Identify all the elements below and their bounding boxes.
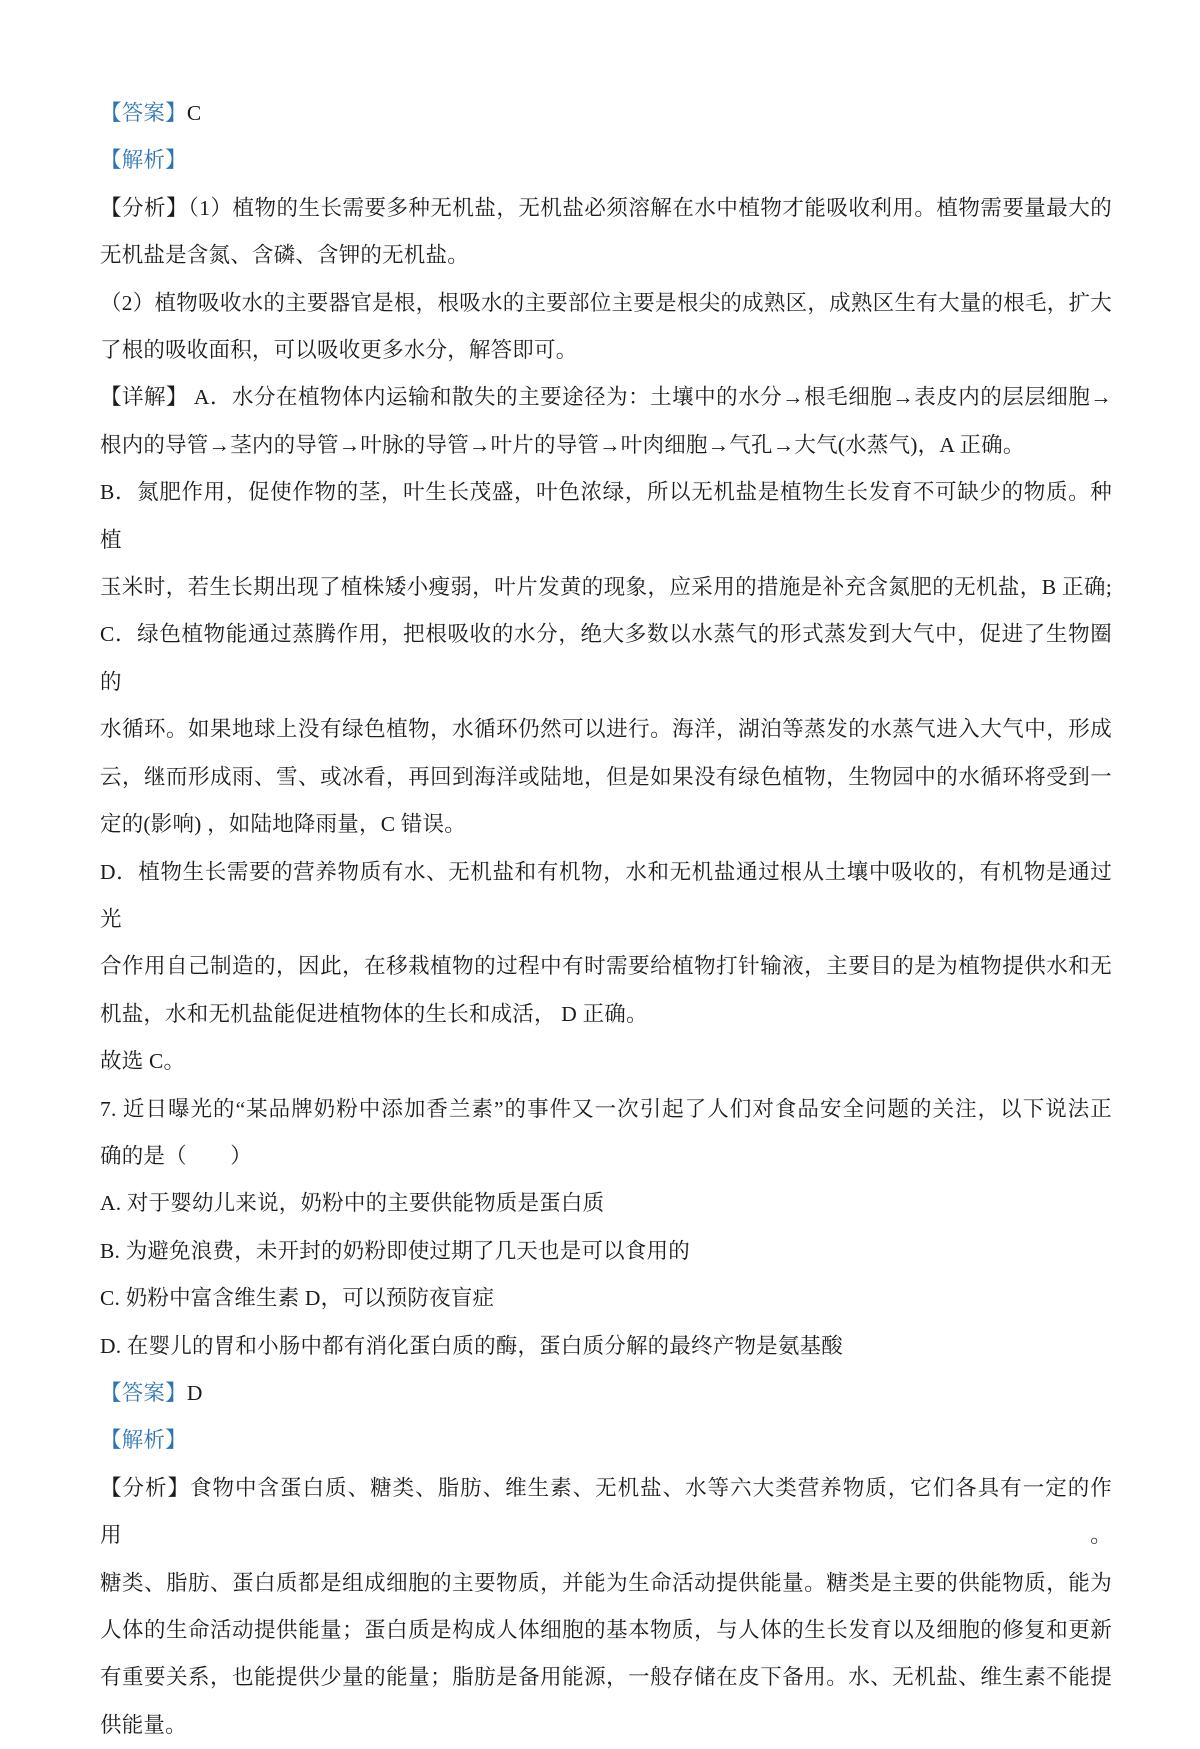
text-line <box>100 232 1112 279</box>
line-text: 合作用自己制造的，因此，在移栽植物的过程中有时需要给植物打针输液，主要目的是为植物提供水和无 <box>100 954 1112 979</box>
text-line <box>100 1038 1112 1085</box>
text-line <box>100 754 1112 801</box>
text-line <box>100 1560 1112 1607</box>
text-line <box>100 469 1112 564</box>
text-line <box>100 1465 1112 1560</box>
line-text: 7. 近日曝光的“某品牌奶粉中添加香兰素”的事件又一次引起了人们对食品安全问题的关注，以下说法正 <box>100 1096 1112 1121</box>
text-line <box>100 185 1112 232</box>
line-text: （2）植物吸收水的主要器官是根，根吸水的主要部位主要是根尖的成熟区，成熟区生有大量的根毛，扩大 <box>100 290 1112 315</box>
text-line <box>100 1228 1112 1275</box>
text-line <box>100 1370 1112 1417</box>
text-line <box>100 991 1112 1038</box>
text-line <box>100 280 1112 327</box>
section-label: 【解析】 <box>100 148 187 173</box>
line-text: 供能量。 <box>100 1712 187 1737</box>
text-line <box>100 943 1112 990</box>
line-text: A. 对于婴幼儿来说，奶粉中的主要供能物质是蛋白质 <box>100 1191 605 1216</box>
line-text: 【分析】（1）植物的生长需要多种无机盐，无机盐必须溶解在水中植物才能吸收利用。植物需要量最大的 <box>100 195 1112 220</box>
document-content <box>100 90 1112 1749</box>
text-line <box>100 1133 1112 1180</box>
section-label: 【答案】 <box>100 1380 187 1405</box>
text-line <box>100 1180 1112 1227</box>
text-line <box>100 1417 1112 1464</box>
text-line <box>100 327 1112 374</box>
line-text: 【详解】 A．水分在植物体内运输和散失的主要途径为：土壤中的水分→根毛细胞→表皮内的层层细胞→ <box>100 385 1112 410</box>
line-text: 人体的生命活动提供能量；蛋白质是构成人体细胞的基本物质，与人体的生长发育以及细胞的修复和更新 <box>100 1618 1112 1642</box>
text-line <box>100 137 1112 184</box>
text-line <box>100 1654 1112 1701</box>
line-text: 【分析】食物中含蛋白质、糖类、脂肪、维生素、无机盐、水等六大类营养物质，它们各具有一定的作用。 <box>100 1475 1112 1548</box>
line-text: 无机盐是含氮、含磷、含钾的无机盐。 <box>100 243 469 268</box>
line-text: D. 在婴儿的胃和小肠中都有消化蛋白质的酶，蛋白质分解的最终产物是氨基酸 <box>100 1333 843 1358</box>
line-text: C. 奶粉中富含维生素 D，可以预防夜盲症 <box>100 1286 495 1311</box>
line-text: D．植物生长需要的营养物质有水、无机盐和有机物，水和无机盐通过根从土壤中吸收的，有机物是通过光 <box>100 859 1112 931</box>
text-line <box>100 1275 1112 1322</box>
text-line <box>100 1702 1112 1749</box>
line-text: D <box>186 1380 203 1405</box>
section-label: 【解析】 <box>100 1428 187 1453</box>
text-line <box>100 611 1112 706</box>
line-text: B．氮肥作用，促使作物的茎，叶生长茂盛，叶色浓绿，所以无机盐是植物生长发育不可缺少的物质。种植 <box>100 480 1112 552</box>
line-text: 了根的吸收面积，可以吸收更多水分，解答即可。 <box>100 338 578 363</box>
text-line <box>100 374 1112 421</box>
line-text: 根内的导管→茎内的导管→叶脉的导管→叶片的导管→叶肉细胞→气孔→大气(水蒸气)，A 正确。 <box>100 432 1025 457</box>
line-text: 玉米时，若生长期出现了植株矮小瘦弱，叶片发黄的现象，应采用的措施是补充含氮肥的无机盐，B 正确; <box>100 575 1112 600</box>
text-line <box>100 90 1112 137</box>
text-line <box>100 1323 1112 1370</box>
text-line <box>100 564 1112 611</box>
text-line <box>100 801 1112 848</box>
text-line <box>100 849 1112 944</box>
text-line <box>100 1607 1112 1654</box>
section-label: 【答案】 <box>100 101 187 125</box>
line-text: 机盐，水和无机盐能促进植物体的生长和成活， D 正确。 <box>100 1001 648 1026</box>
line-text: 故选 C。 <box>100 1049 186 1074</box>
text-line <box>100 1086 1112 1133</box>
line-text: C <box>186 101 202 125</box>
line-text: 有重要关系，也能提供少量的能量；脂肪是备用能源，一般存储在皮下备用。水、无机盐、维生素不能提 <box>100 1665 1112 1690</box>
line-text: 定的(影响) ，如陆地降雨量，C 错误。 <box>100 812 466 837</box>
text-line <box>100 422 1112 469</box>
line-text: 水循环。如果地球上没有绿色植物，水循环仍然可以进行。海洋，湖泊等蒸发的水蒸气进入大气中，形成 <box>100 717 1112 742</box>
line-text: 云，继而形成雨、雪、或冰看，再回到海洋或陆地，但是如果没有绿色植物，生物园中的水循环将受到一 <box>100 764 1112 789</box>
line-text: C．绿色植物能通过蒸腾作用，把根吸收的水分，绝大多数以水蒸气的形式蒸发到大气中，促进了生物圈的 <box>100 622 1112 694</box>
line-text: B. 为避免浪费，未开封的奶粉即使过期了几天也是可以食用的 <box>100 1238 690 1263</box>
text-line <box>100 706 1112 753</box>
line-text: 确的是（ ） <box>100 1143 252 1168</box>
line-text: 糖类、脂肪、蛋白质都是组成细胞的主要物质，并能为生命活动提供能量。糖类是主要的供能物质，能为 <box>100 1570 1112 1595</box>
